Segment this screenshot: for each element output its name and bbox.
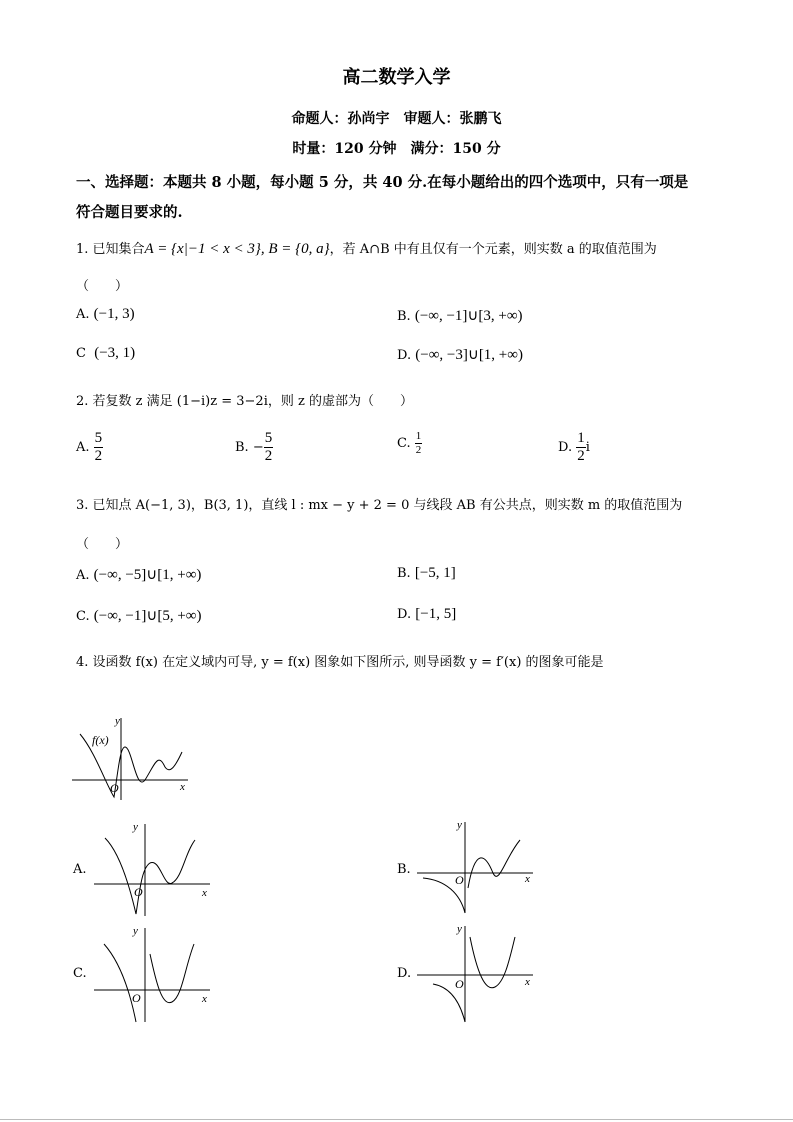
option-text: [−5, 1] [414, 565, 456, 581]
option-label: D. [558, 440, 573, 455]
section-heading-cont: 符合题目要求的. [76, 204, 183, 221]
exam-info: 时量：120 分钟 满分：150 分 [292, 141, 501, 157]
option-label: A. [76, 568, 90, 583]
q1-option-b[interactable] [397, 306, 523, 325]
y-label: y [457, 923, 462, 935]
q3-option-c[interactable] [76, 606, 202, 625]
q1-option-d[interactable] [397, 345, 523, 364]
curve [104, 944, 194, 1022]
section-heading: 一、选择题：本题共 8 小题，每小题 5 分，共 40 分.在每小题给出的四个选项中，只有一项是 [76, 174, 689, 191]
option-text: [−1, 5] [415, 606, 457, 622]
q2-option-a[interactable] [76, 430, 103, 465]
question-3-stem: 3. 已知点 A(−1, 3)，B(3, 1)，直线 l : mx − y + 2 = 0 与线段 AB 有公共点，则实数 m 的取值范围为 [76, 498, 683, 513]
question-2-stem: 2. 若复数 z 满足 (1−i)z = 3−2i，则 z 的虚部为（ ） [76, 394, 413, 409]
option-label: C. [397, 436, 411, 451]
q1-paren: （ ） [76, 279, 129, 294]
q3-paren: （ ） [76, 537, 129, 552]
option-label: A. [76, 307, 90, 322]
x-label: x [525, 976, 530, 988]
fraction [415, 430, 423, 457]
x-label: x [525, 873, 530, 885]
q3-option-a[interactable] [76, 565, 201, 584]
q4-option-a[interactable]: A. [73, 862, 87, 877]
graph-f [70, 712, 200, 802]
option-text: (−∞, −1]∪[3, +∞) [414, 308, 523, 324]
page-title: 高二数学入学 [342, 67, 451, 88]
graph-d[interactable] [415, 922, 540, 1027]
q1-text: 1. 已知集合 [76, 242, 145, 257]
denominator: 2 [415, 444, 422, 456]
graph-a[interactable] [90, 818, 215, 918]
q2-option-b[interactable] [235, 430, 273, 465]
x-label: x [180, 781, 185, 793]
origin-label: O [455, 873, 464, 887]
curve [105, 838, 195, 914]
origin-label: O [134, 885, 143, 899]
option-label: D. [397, 348, 412, 363]
origin-label: O [455, 977, 464, 991]
y-label: y [133, 925, 138, 937]
numerator: 1 [577, 430, 585, 446]
graph-c[interactable] [90, 922, 215, 1027]
x-label: x [202, 887, 207, 899]
y-label: y [457, 819, 462, 831]
option-text: (−∞, −3]∪[1, +∞) [415, 347, 523, 363]
page-bottom-divider [0, 1119, 793, 1120]
option-label: B. [397, 566, 411, 581]
option-label: D. [397, 607, 412, 622]
q3-option-d[interactable] [397, 606, 456, 623]
q2-option-d[interactable] [558, 430, 590, 465]
curve [423, 840, 520, 913]
q1-math: A = {x|−1 < x < 3}, B = {0, a} [144, 241, 330, 257]
fraction [94, 430, 104, 465]
option-label: B. [397, 309, 411, 324]
numerator: 5 [264, 430, 273, 446]
option-text: (−∞, −5]∪[1, +∞) [93, 567, 202, 583]
option-text: (−3, 1) [94, 345, 136, 361]
minus-sign: − [252, 440, 264, 455]
origin-label: O [110, 781, 119, 795]
authors: 命题人：孙尚宇 审题人：张鹏飞 [291, 111, 502, 127]
curve [433, 937, 515, 1022]
numerator: 5 [94, 430, 103, 446]
q1-option-a[interactable] [76, 306, 135, 323]
q3-option-b[interactable] [397, 565, 456, 582]
graph-b[interactable] [415, 818, 540, 918]
q4-option-c[interactable]: C. [73, 966, 87, 981]
question-1-stem [76, 238, 657, 258]
option-label: B. [235, 440, 249, 455]
denominator: 2 [264, 448, 273, 464]
origin-label: O [132, 991, 141, 1005]
y-label: y [115, 715, 120, 727]
option-label: C [76, 346, 86, 361]
fraction [576, 430, 586, 465]
denominator: 2 [94, 448, 103, 464]
q4-option-d[interactable]: D. [397, 966, 412, 981]
q1-option-c[interactable] [76, 345, 135, 362]
q2-option-c[interactable] [397, 430, 422, 457]
fraction [264, 430, 274, 465]
option-text: (−1, 3) [93, 306, 135, 322]
option-label: A. [76, 440, 90, 455]
question-4-stem: 4. 设函数 f(x) 在定义域内可导, y = f(x) 图象如下图所示, 则导函数 y = f′(x) 的图象可能是 [76, 655, 604, 670]
fx-label: f(x) [92, 733, 109, 747]
q1-text-b: ，若 A∩B 中有且仅有一个元素，则实数 a 的取值范围为 [329, 242, 657, 257]
imaginary-unit: i [585, 440, 590, 455]
denominator: 2 [577, 448, 585, 464]
y-label: y [133, 821, 138, 833]
option-text: (−∞, −1]∪[5, +∞) [93, 608, 202, 624]
numerator: 1 [415, 430, 422, 442]
option-label: C. [76, 609, 90, 624]
x-label: x [202, 993, 207, 1005]
q4-option-b[interactable]: B. [397, 862, 411, 877]
